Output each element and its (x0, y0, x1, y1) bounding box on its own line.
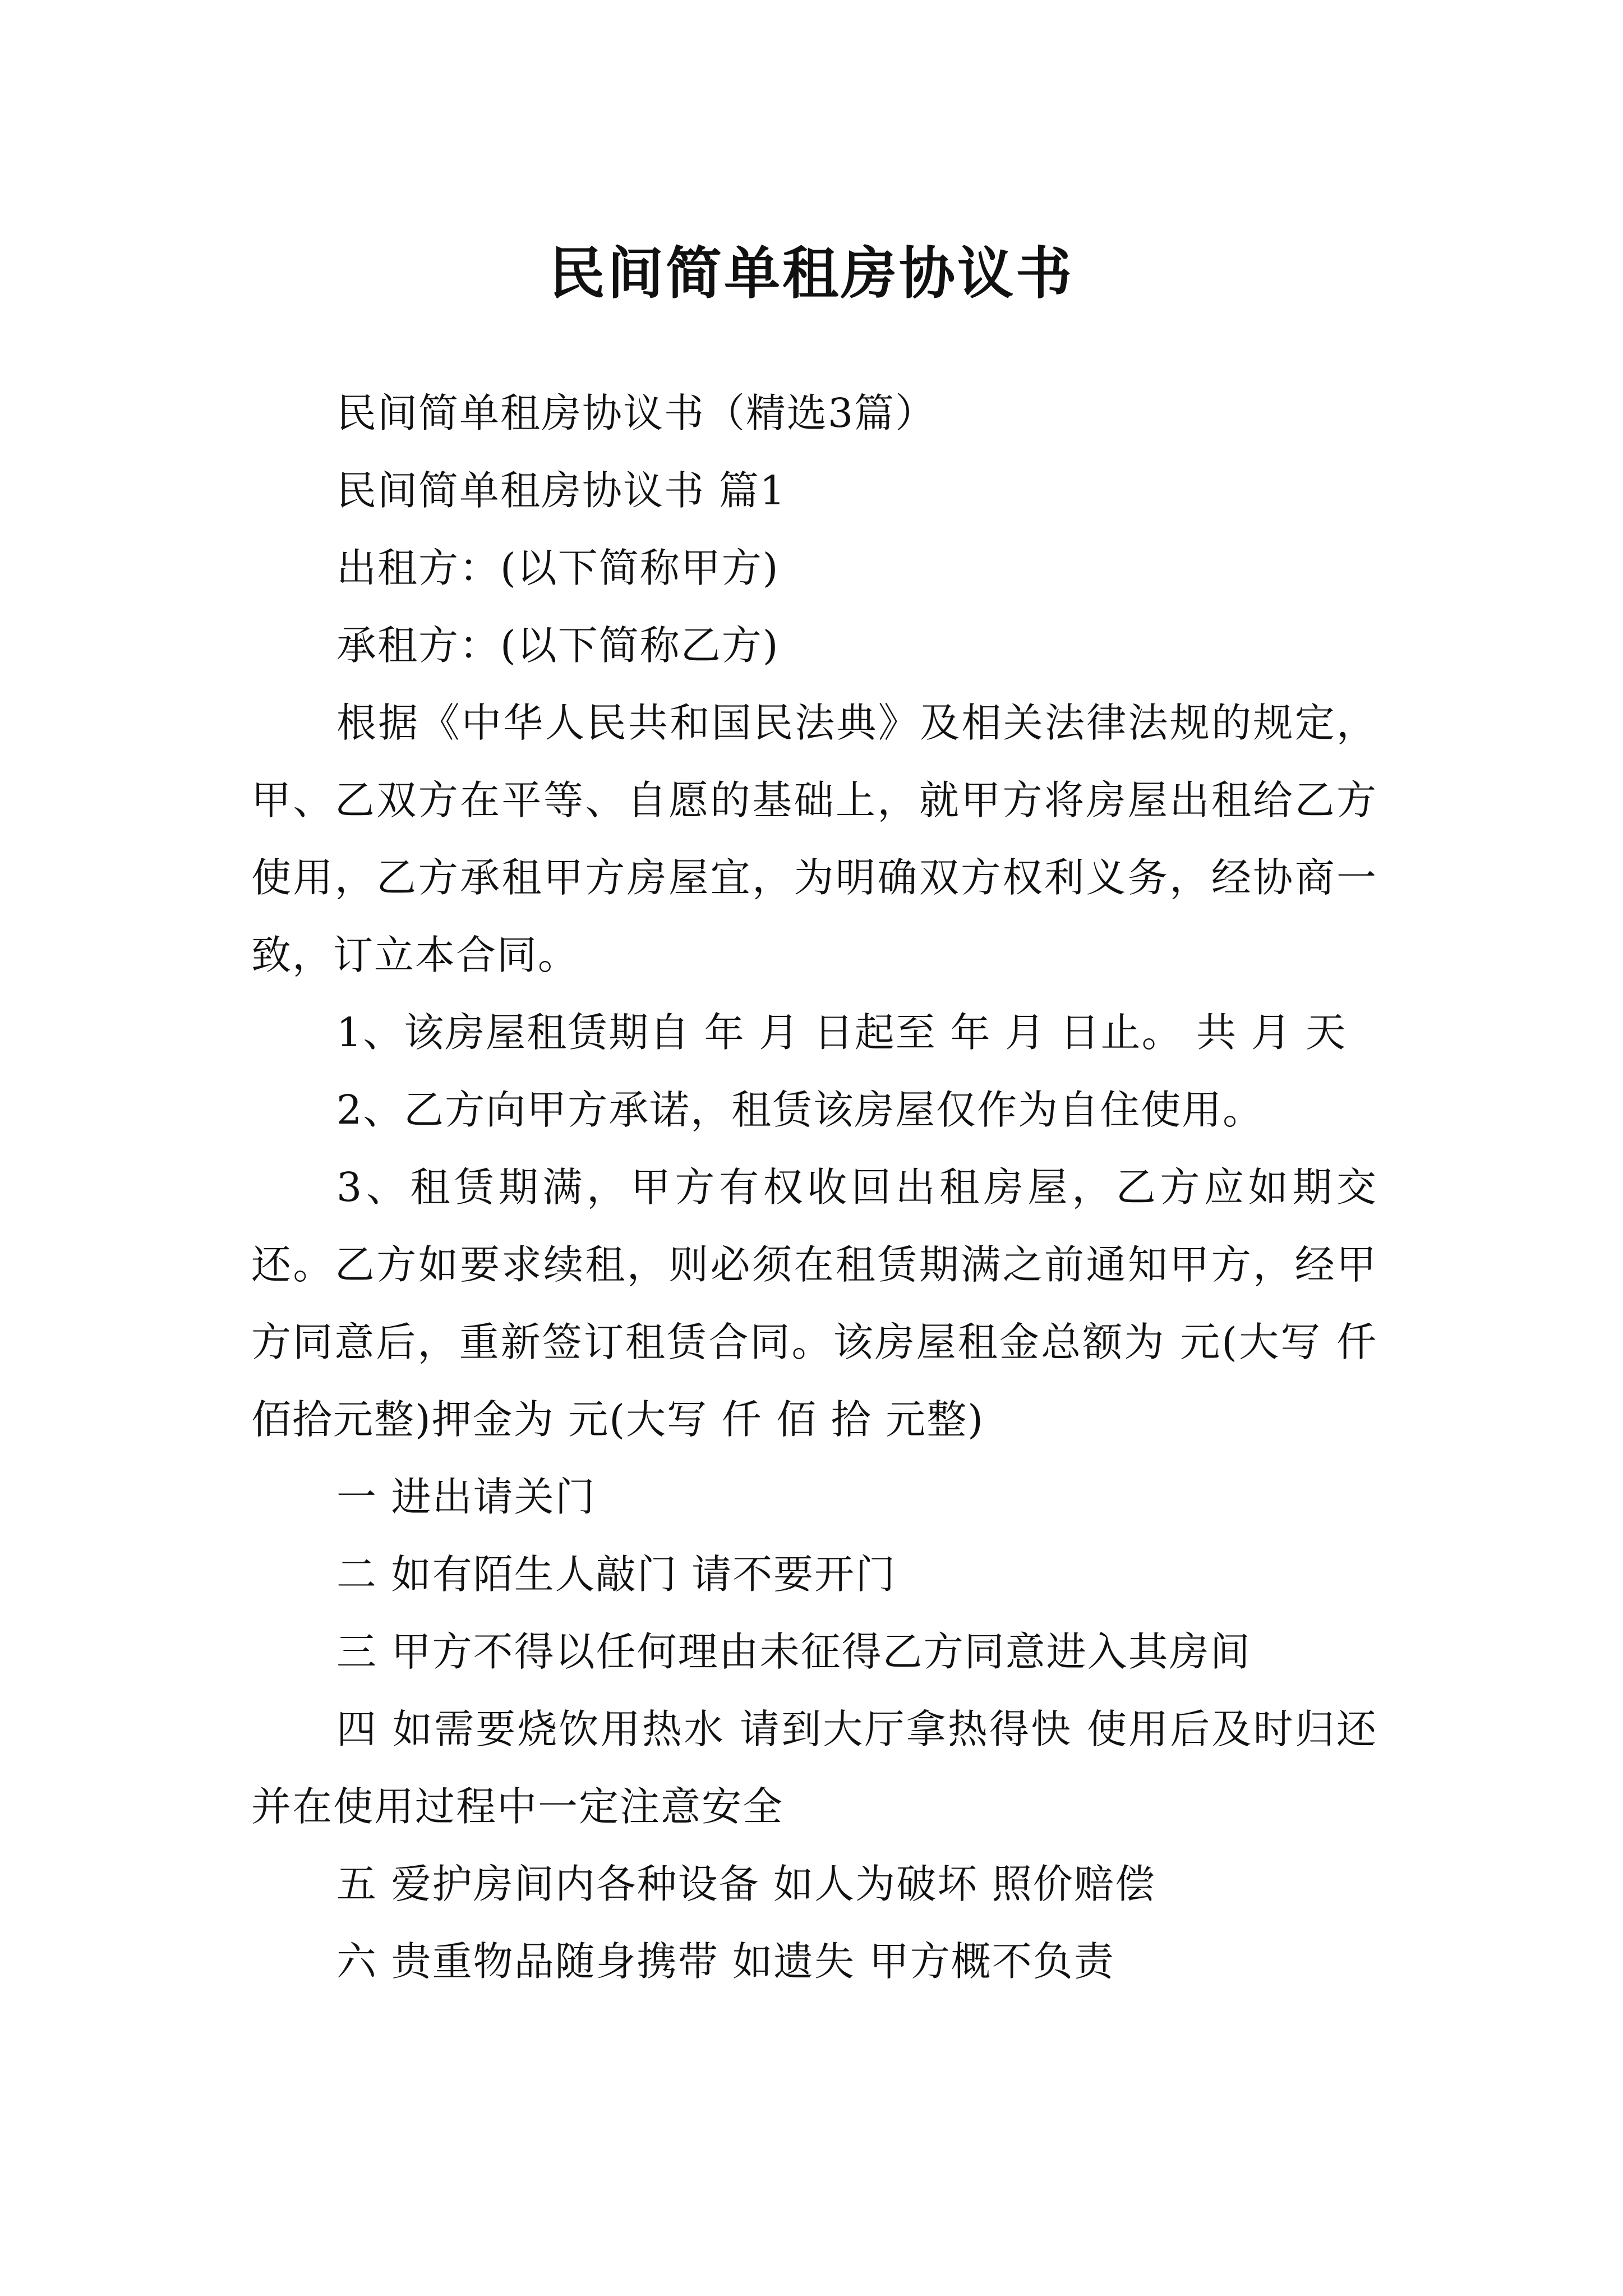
paragraph-lessee: 承租方：(以下简称乙方) (336, 622, 780, 669)
paragraph-rule-6: 六 贵重物品随身携带 如遗失 甲方概不负责 (336, 1938, 1115, 1985)
document-body (251, 375, 1377, 2000)
paragraph-rule-1: 一 进出请关门 (336, 1474, 596, 1520)
document-title: 民间简单租房协议书 (549, 240, 1074, 306)
paragraph-rule-2: 二 如有陌生人敲门 请不要开门 (336, 1551, 897, 1598)
paragraph-preamble: 根据《中华人民共和国民法典》及相关法律法规的规定，甲、乙双方在平等、自愿的基础上，就甲方将房屋出租给乙方使用，乙方承租甲方房屋宜，为明确双方权利义务，经协商一致，订立本合同。 (251, 700, 1377, 978)
paragraph-rule-4: 四 如需要烧饮用热水 请到大厅拿热得快 使用后及时归还 并在使用过程中一定注意安全 (251, 1706, 1377, 1830)
paragraph-clause-1: 1、该房屋租赁期自 年 月 日起至 年 月 日止。 共 月 天 (336, 1009, 1347, 1056)
paragraph-rule-3: 三 甲方不得以任何理由未征得乙方同意进入其房间 (336, 1628, 1251, 1675)
paragraph-clause-3: 3、租赁期满，甲方有权收回出租房屋，乙方应如期交还。乙方如要求续租，则必须在租赁期满之前通知甲方，经甲方同意后，重新签订租赁合同。该房屋租金总额为 元(大写 仟佰拾元整)押金为 元(大写 仟 佰 拾 元整) (251, 1164, 1377, 1443)
paragraph-clause-2: 2、乙方向甲方承诺，租赁该房屋仅作为自住使用。 (336, 1087, 1264, 1133)
paragraph-rule-5: 五 爱护房间内各种设备 如人为破坏 照价赔偿 (336, 1861, 1156, 1907)
paragraph-section-heading: 民间简单租房协议书 篇1 (336, 467, 786, 514)
paragraph-subtitle: 民间简单租房协议书（精选3篇） (336, 390, 937, 436)
paragraph-lessor: 出租方：(以下简称甲方) (336, 545, 780, 591)
